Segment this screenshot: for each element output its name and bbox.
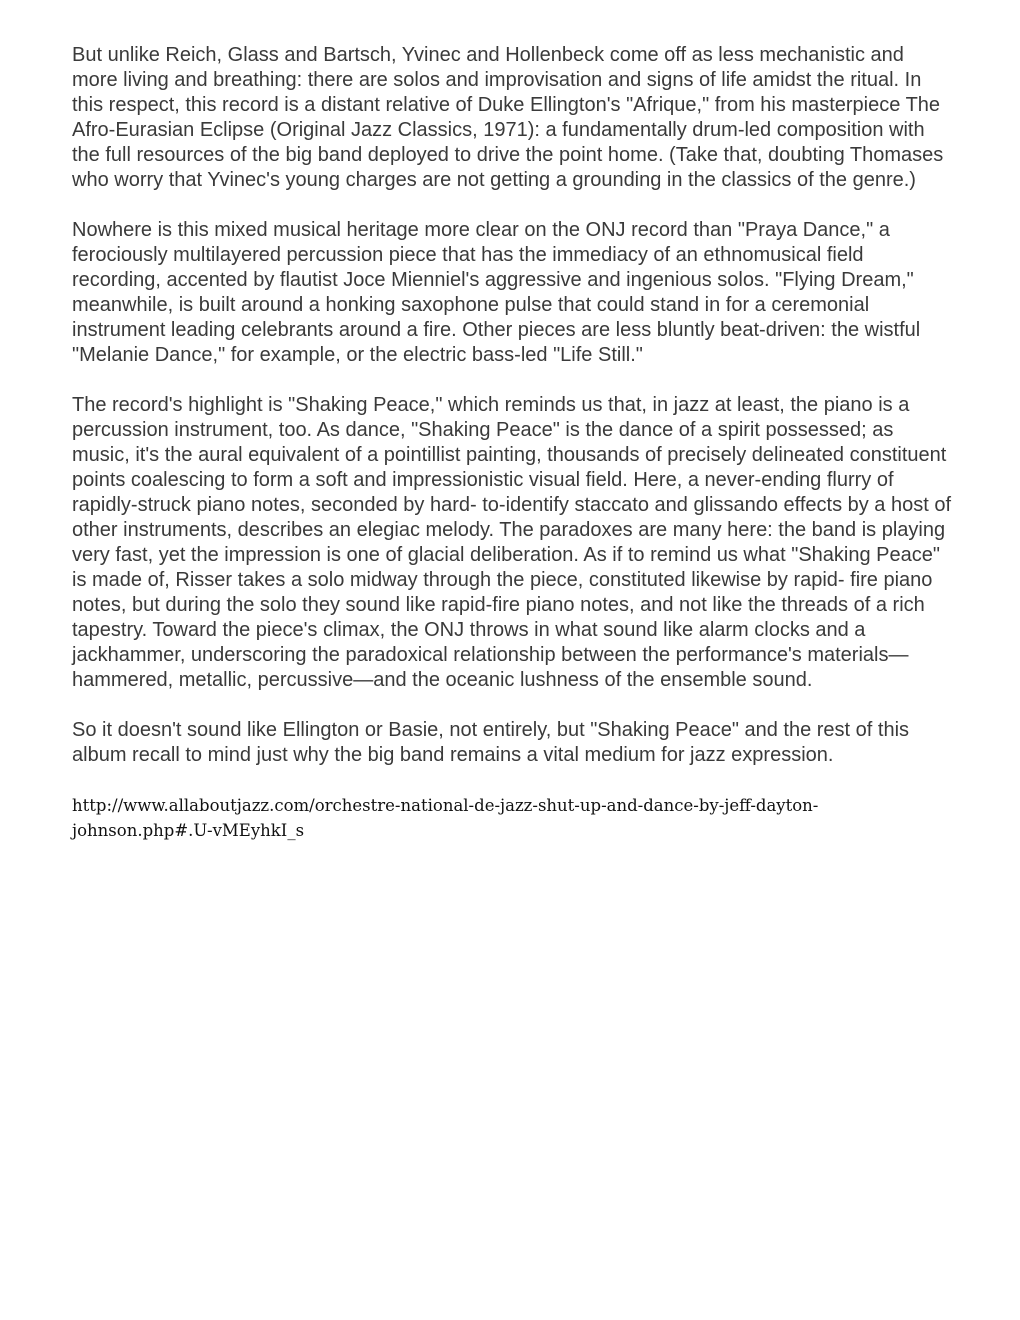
paragraph-4: So it doesn't sound like Ellington or Basie, not entirely, but "Shaking Peace" and the rest of this album recall to mind just why the big band remains a vital medium for jazz expression. <box>72 719 910 766</box>
paragraph-1: But unlike Reich, Glass and Bartsch, Yvinec and Hollenbeck come off as less mechanistic and more living and breathing: there are solos and improvisation and signs of life amidst the ritual. In this respect, this record is a distant relative of Duke Ellington's "Afrique," from his masterpiece The Afro-Eurasian Eclipse (Original Jazz Classics, 1971): a fundamentally drum-led composition with the full resources of the big band deployed to drive the point home. (Take that, doubting Thomases who worry that Yvinec's young charges are not getting a grounding in the classics of the genre.) <box>72 44 944 191</box>
source-url: http://www.allaboutjazz.com/orchestre-national-de-jazz-shut-up-and-dance-by-jeff-dayton-johnson.php#.U-vMEyhkI_s <box>72 796 819 840</box>
document-page <box>72 43 954 843</box>
paragraph-3: The record's highlight is "Shaking Peace," which reminds us that, in jazz at least, the piano is a percussion instrument, too. As dance, "Shaking Peace" is the dance of a spirit possessed; as music, it's the aural equivalent of a pointillist painting, thousands of precisely delineated constituent points coalescing to form a soft and impressionistic visual field. Here, a never-ending flurry of rapidly-struck piano notes, seconded by hard- to-identify staccato and glissando effects by a host of other instruments, describes an elegiac melody. The paradoxes are many here: the band is playing very fast, yet the impression is one of glacial deliberation. As if to remind us what "Shaking Peace" is made of, Risser takes a solo midway through the piece, constituted likewise by rapid- fire piano notes, but during the solo they sound like rapid-fire piano notes, and not like the threads of a rich tapestry. Toward the piece's climax, the ONJ throws in what sound like alarm clocks and a jackhammer, underscoring the paradoxical relationship between the performance's materials— hammered, metallic, percussive—and the oceanic lushness of the ensemble sound. <box>72 394 952 691</box>
paragraph-2: Nowhere is this mixed musical heritage more clear on the ONJ record than "Praya Dance," a ferociously multilayered percussion piece that has the immediacy of an ethnomusical field recording, accented by flautist Joce Mienniel's aggressive and ingenious solos. "Flying Dream," meanwhile, is built around a honking saxophone pulse that could stand in for a ceremonial instrument leading celebrants around a fire. Other pieces are less bluntly beat-driven: the wistful "Melanie Dance," for example, or the electric bass-led "Life Still." <box>72 219 921 366</box>
